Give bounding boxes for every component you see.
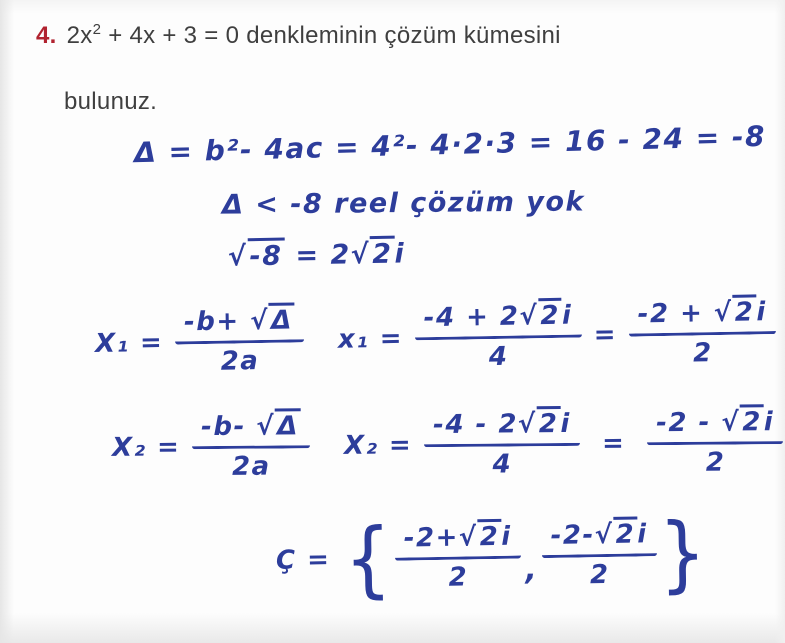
numerator-text: -2+ [403,522,460,554]
x2-label-mid: X₂ = [343,430,413,461]
numerator-text: -b- [200,411,257,443]
radicand: 2 [613,516,637,549]
numerator-text: i [636,519,648,550]
set-fraction-2 [541,519,657,591]
sqrt-radical [714,294,757,328]
equation-rest: + 4x + 3 = 0 [101,22,240,49]
radicand: 2 [477,519,501,552]
hw-no-real-solution-line: Δ < -8 reel çözüm yok [221,186,586,221]
sqrt-sign-icon: √ [519,301,539,332]
sqrt-sign-icon: √ [458,522,478,553]
numerator-text: i [501,521,512,552]
sqrt-sign-icon: √ [350,239,371,271]
sqrt-radical [350,236,394,271]
numerator-text: -4 + 2 [423,301,520,334]
radicand: 2 [732,294,756,327]
denominator: 2 [448,562,469,593]
numerator [414,300,581,340]
numerator [424,409,580,447]
sqrt-sign-icon: √ [713,297,734,329]
numerator [647,407,783,445]
x1-value-fraction [414,300,582,373]
numerator-text: i [561,300,573,331]
denominator: 4 [488,341,509,373]
x2-value-fraction [424,409,580,480]
radicand: 2 [538,298,562,331]
numerator-text: i [756,297,768,328]
hw-x2-row [112,407,784,483]
sqrt-radical [721,404,764,437]
set-label: Ç = [275,544,331,576]
open-brace: { [343,510,394,608]
x2-label: X₂ = [111,432,181,463]
numerator-text: -2 + [637,298,715,330]
sqrt-radical [595,516,638,550]
denominator: 2a [231,451,271,482]
denominator: 4 [492,449,513,480]
numerator [628,297,776,337]
numerator-text: -b+ [183,306,251,338]
sqrt-sign-icon: √ [249,305,270,337]
set-fraction-1 [394,522,521,594]
x2-formula-fraction [192,411,310,482]
denominator: 2a [220,346,260,377]
x1-label: X₁ = [94,327,164,359]
radicand: 2 [537,406,561,439]
radicand: 2 [740,404,764,437]
comma-separator: , [524,552,539,588]
x1-formula-fraction [175,305,305,377]
hw-x1-row [94,297,776,379]
numerator [192,411,310,449]
denominator: 2 [705,447,726,478]
sqrt-sign-icon: √ [594,519,614,551]
sqrt-radical [250,302,295,336]
root-rhs-pre: = 2 [284,239,351,272]
sqrt-sign-icon: √ [517,409,537,440]
sqrt-sign-icon: √ [256,411,276,442]
equation-exponent: 2 [92,21,102,38]
numerator [394,522,521,561]
numerator [175,305,304,344]
problem-prompt-2: bulunuz. [64,88,158,115]
numerator [541,519,657,558]
sqrt-sign-icon: √ [227,241,248,273]
numerator-text: i [560,408,571,440]
sqrt-sign-icon: √ [721,407,741,438]
sqrt-radical [228,238,285,273]
hw-solution-set-row [275,505,710,608]
hw-root-line [228,238,406,272]
problem-statement [36,22,561,50]
radicand: -8 [247,238,285,273]
radicand: 2 [370,236,395,270]
denominator: 2 [589,559,610,591]
sqrt-radical [459,519,502,553]
equation-base: 2x [66,22,93,49]
x1-label-mid: x₁ = [337,323,404,355]
sqrt-radical [256,408,301,441]
numerator-text: i [763,407,775,438]
radicand: Δ [275,408,301,441]
numerator-text: -2 - [655,407,722,439]
hw-discriminant-line: Δ = b²- 4ac = 4²- 4·2·3 = 16 - 24 = -8 [133,119,767,170]
numerator-text: -4 - 2 [432,409,519,441]
equals-sign: = [601,428,626,459]
x2-simplified-fraction [647,407,784,478]
denominator: 2 [692,338,713,369]
sqrt-radical [518,406,561,439]
equals-sign: = [593,319,618,351]
radicand: Δ [269,302,295,335]
root-rhs-post: i [394,238,406,270]
close-brace: } [658,505,709,603]
problem-prompt: denkleminin çözüm kümesini [239,22,561,49]
problem-number: 4. [36,22,57,49]
numerator-text: -2- [550,520,596,551]
sqrt-radical [519,298,562,332]
x1-simplified-fraction [628,297,776,370]
